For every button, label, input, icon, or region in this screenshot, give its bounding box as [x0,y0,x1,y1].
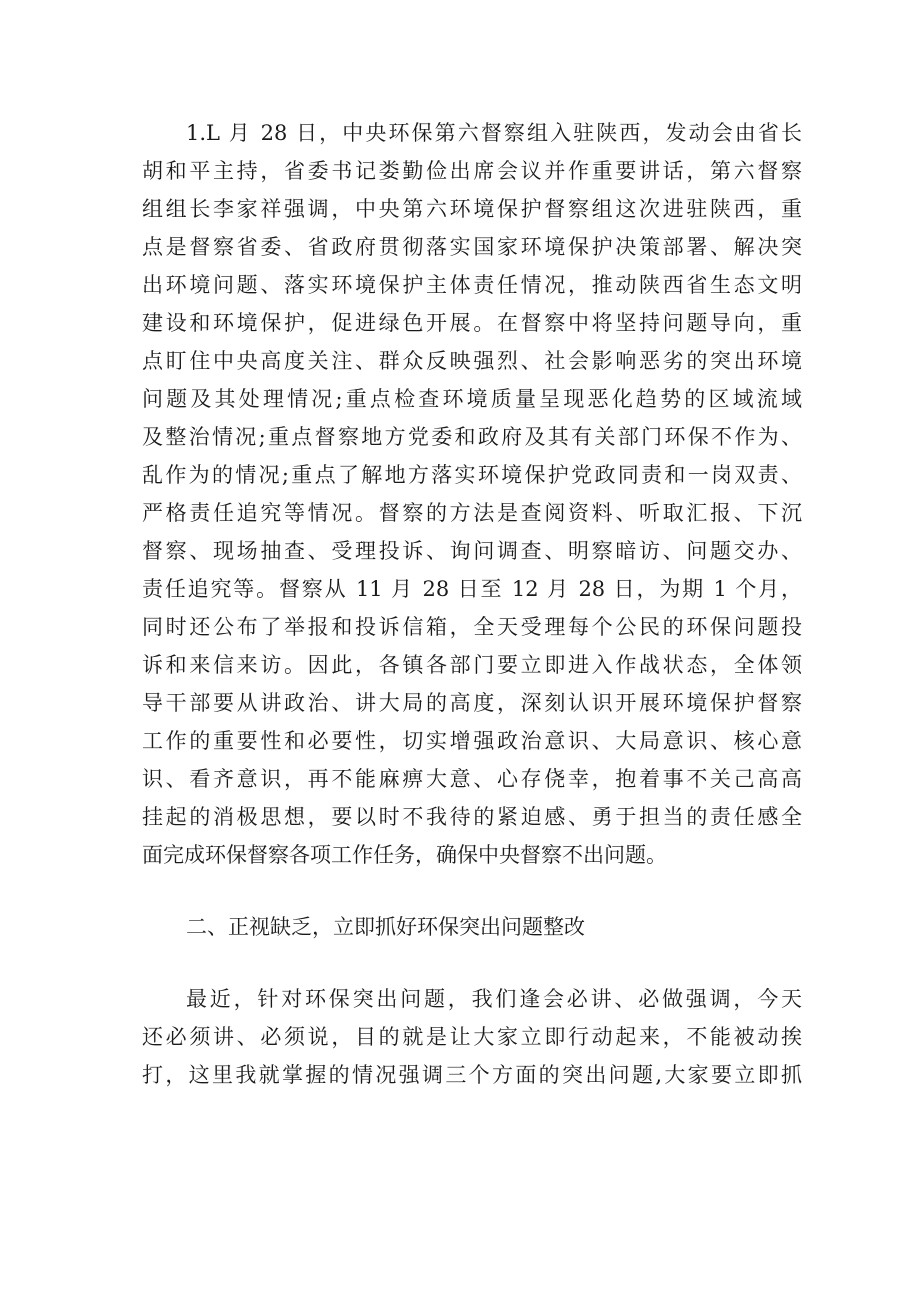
paragraph-1-line-9: 及整治情况;重点督察地方党委和政府及其有关部门环保不作为、 [142,425,802,449]
paragraph-1-line-16: 导干部要从讲政治、讲大局的高度，深刻认识开展环境保护督察 [142,691,802,715]
paragraph-1-line-11: 严格责任追究等情况。督察的方法是查阅资料、听取汇报、下沉 [142,501,802,525]
paragraph-1-line-14: 同时还公布了举报和投诉信箱，全天受理每个公民的环保问题投 [142,615,802,639]
paragraph-1-line-3: 组组长李家祥强调，中央第六环境保护督察组这次进驻陕西，重 [142,197,802,221]
paragraph-1-line-1: 1.L 月 28 日，中央环保第六督察组入驻陕西，发动会由省长 [186,121,802,145]
paragraph-1-line-5: 出环境问题、落实环境保护主体责任情况，推动陕西省生态文明 [142,273,802,297]
paragraph-3-line-1: 最近，针对环保突出问题，我们逢会必讲、必做强调，今天 [186,987,802,1011]
paragraph-1-line-8: 问题及其处理情况;重点检查环境质量呈现恶化趋势的区域流域 [142,387,802,411]
paragraph-1-line-10: 乱作为的情况;重点了解地方落实环境保护党政同责和一岗双责、 [142,463,802,487]
paragraph-1-line-12: 督察、现场抽查、受理投诉、询问调查、明察暗访、问题交办、 [142,539,802,563]
paragraph-1-line-13: 责任追究等。督察从 11 月 28 日至 12 月 28 日，为期 1 个月， [142,577,802,601]
paragraph-3-line-3: 打，这里我就掌握的情况强调三个方面的突出问题,大家要立即抓 [142,1063,802,1087]
paragraph-1-line-2: 胡和平主持，省委书记娄勤俭出席会议并作重要讲话，第六督察 [142,159,802,183]
paragraph-1-line-20: 面完成环保督察各项工作任务，确保中央督察不出问题。 [142,843,667,867]
paragraph-3-line-2: 还必须讲、必须说，目的就是让大家立即行动起来，不能被动挨 [142,1025,802,1049]
paragraph-1-line-15: 诉和来信来访。因此，各镇各部门要立即进入作战状态，全体领 [142,653,802,677]
paragraph-1-line-4: 点是督察省委、省政府贯彻落实国家环境保护决策部署、解决突 [142,235,802,259]
paragraph-1-line-7: 点盯住中央高度关注、群众反映强烈、社会影响恶劣的突出环境 [142,349,802,373]
paragraph-1-line-19: 挂起的消极思想，要以时不我待的紧迫感、勇于担当的责任感全 [142,805,802,829]
paragraph-1-line-18: 识、看齐意识，再不能麻痹大意、心存侥幸，抱着事不关己高高 [142,767,802,791]
paragraph-1-line-6: 建设和环境保护，促进绿色开展。在督察中将坚持问题导向，重 [142,311,802,335]
paragraph-1-line-17: 工作的重要性和必要性，切实增强政治意识、大局意识、核心意 [142,729,802,753]
section-heading: 二、正视缺乏，立即抓好环保突出问题整改 [186,915,585,939]
